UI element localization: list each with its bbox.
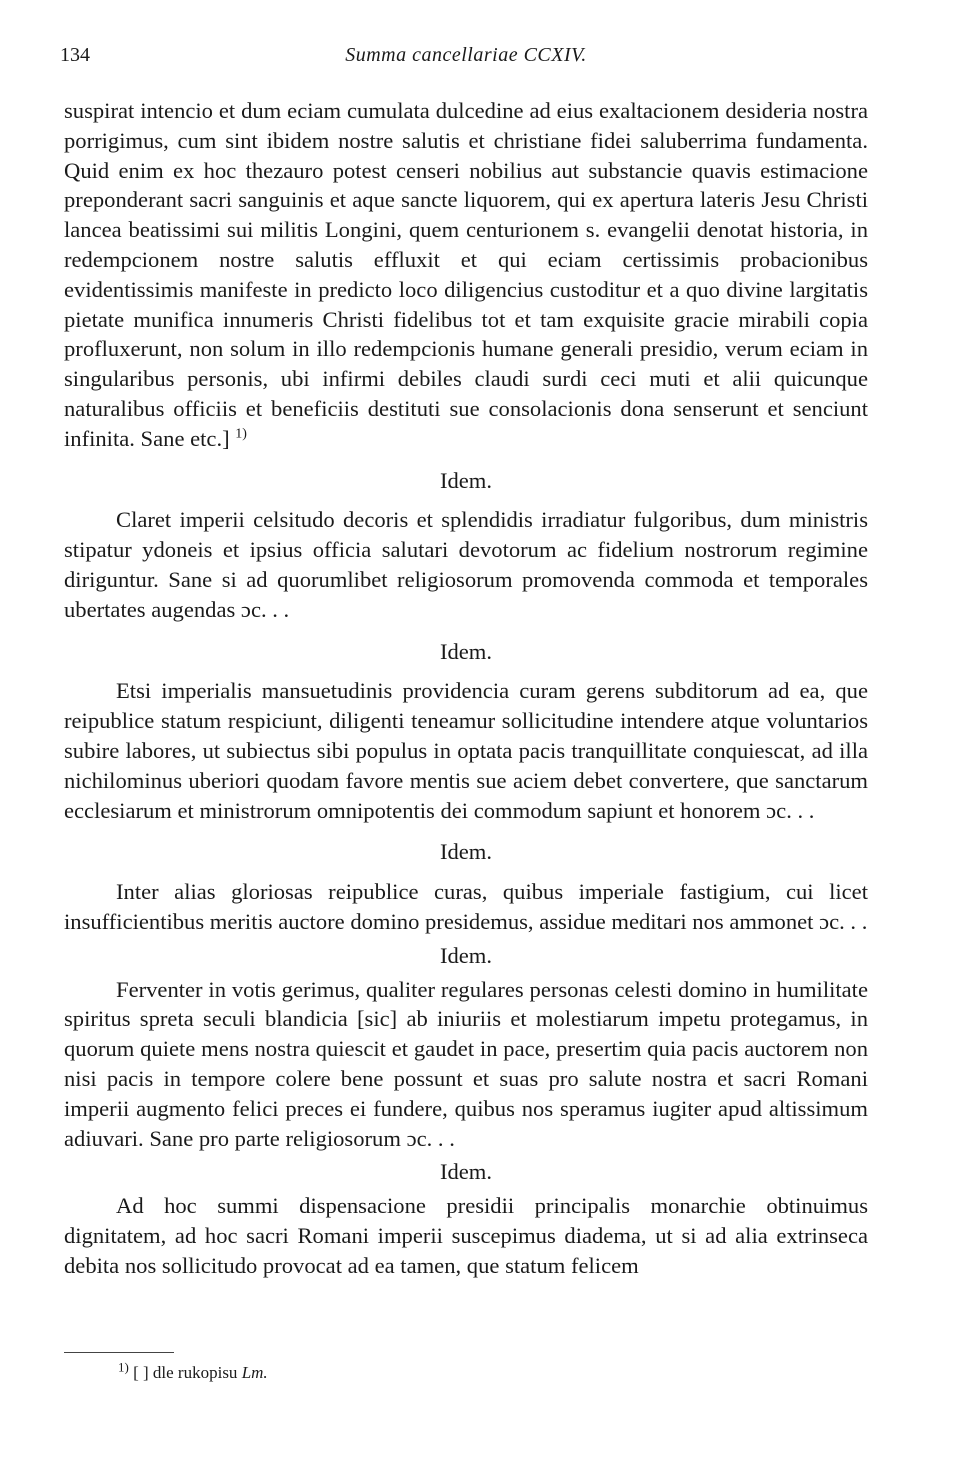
- footnote-divider: [64, 1352, 174, 1353]
- paragraph: [64, 96, 868, 454]
- section-heading: Idem.: [439, 839, 493, 865]
- section-heading: Idem.: [439, 942, 493, 968]
- paragraph: Ferventer in votis gerimus, qualiter regulares personas celesti domino in humilitate spiritus spreta seculi blandicia [sic] ab iniuriis et molestiarum impetu protegamus, in quorum quiete mens nostra quiescit et gaudet in pace, presertim quia pacis auctorem non nisi pacis in tempore colere bene possunt et suas pro salute nostra et sacri Romani imperii augmento felici preces ei fundere, quibus nos speramus iugiter apud altissimum adiuvari. Sane pro parte religiosorum ɔc. . .: [64, 976, 868, 1151]
- footnote-source: Lm.: [241, 1363, 268, 1382]
- paragraph: Inter alias gloriosas reipublice curas, quibus imperiale fastigium, cui licet insufficientibus meritis auctore domino presidemus, assidue meditari nos ammonet ɔc. . .: [64, 879, 868, 934]
- running-title: Summa cancellariae CCXIV.: [345, 44, 587, 66]
- paragraph: Etsi imperialis mansuetudinis providencia curam gerens subditorum ad ea, que reipublice statum respiciunt, diligenti teneamur sollicitudine intendere atque voluntarios subire labores, ut subiectus sibi populus in optata pacis tranquillitate conquiescat, ad illa nichilominus uberiori quodam favore mentis sue aciem debet convertere, que sanctarum ecclesiarum et ministrorum omnipotentis dei commodum sapiunt et honorem ɔc. . .: [64, 678, 868, 823]
- footnote-reference: 1): [235, 426, 247, 442]
- footnote: [118, 1359, 268, 1383]
- section-heading: Idem.: [439, 467, 493, 493]
- running-head: [60, 40, 868, 74]
- page: [60, 40, 868, 1280]
- section-heading: Idem.: [439, 1159, 493, 1185]
- paragraph-text: suspirat intencio et dum eciam cumulata dulcedine ad eius exaltacionem desideria nostra porrigimus, cum sint ibidem nostre salutis et christiane fidei saluberrima fundamenta. Quid enim ex hoc thezauro potest censeri nobilius aut substancie quavis estimacione preponderant sacri sanguinis et aque sancte liquorem, qui ex apertura lateris Jesu Christi lancea beatissimi sui militis Longini, quem centurionem s. evangelii denotat historia, in redempcionem nostre salutis effluxit et qui eciam certissimis probacionibus evidentissimis manifeste in predicto loco diligencius custoditur et a quo divine largitatis pietate munifica innumeris Christi fidelibus tot et tam exquisite gracie mirabili copia profluxerunt, non solum in illo redempcionis humane generali presidio, verum eciam in singularibus personis, ubi infirmi debiles claudi surdi ceci muti et alii quicunque naturalibus officiis et beneficiis destituti sue consolacionis dona senserunt et senciunt infinita. Sane etc.]: [64, 98, 868, 451]
- section-heading: Idem.: [439, 638, 493, 664]
- footnote-text: [ ] dle rukopisu: [133, 1363, 238, 1382]
- paragraph: Ad hoc summi dispensacione presidii principalis monarchie obtinuimus dignitatem, ad hoc sacri Romani imperii suscepimus diadema, ut si ad alia extrinseca debita nos sollicitudo provocat ad ea tamen, que statum felicem: [64, 1193, 868, 1278]
- body-text: [64, 96, 868, 1280]
- page-number: 134: [60, 44, 90, 66]
- footnote-mark: 1): [118, 1359, 129, 1375]
- paragraph: Claret imperii celsitudo decoris et splendidis irradiatur fulgoribus, dum ministris stipatur ydoneis et ipsius officia salutari devotorum ac fidelium nostrorum regimine diriguntur. Sane si ad quorumlibet religiosorum promovenda commoda et temporales ubertates augendas ɔc. . .: [64, 507, 868, 622]
